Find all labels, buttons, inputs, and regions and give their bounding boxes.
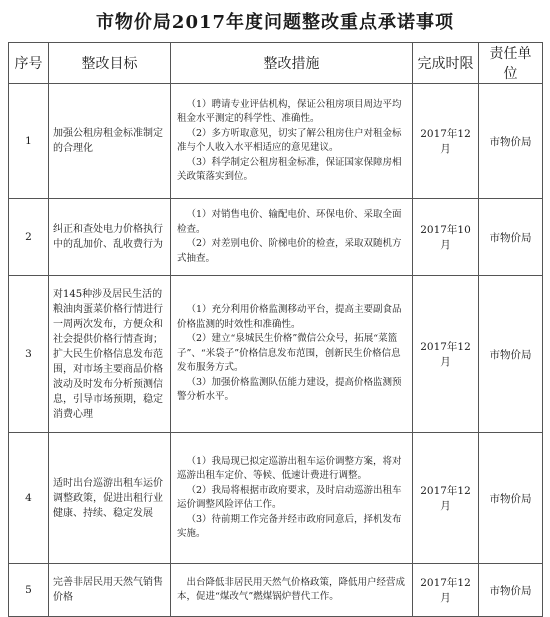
row-steps <box>171 84 413 199</box>
step-item: （1）聘请专业评估机构，保证公租房项目周边平均租金水平测定的科学性、准确性。 <box>177 98 402 124</box>
row-deadline: 2017年12月 <box>413 433 479 564</box>
step-item: （2）对差别电价、阶梯电价的检查，采取双随机方式抽查。 <box>177 238 402 264</box>
row-steps <box>171 433 413 564</box>
header-unit: 责任单位 <box>479 43 543 84</box>
step-item: （1）充分利用价格监测移动平台，提高主要副食品价格监测的时效性和准确性。 <box>177 304 402 330</box>
row-unit: 市物价局 <box>479 199 543 276</box>
step-item: （3）加强价格监测队伍能力建设，提高价格监测预警分析水平。 <box>177 376 402 403</box>
row-deadline: 2017年12月 <box>413 84 479 199</box>
row-steps <box>171 276 413 433</box>
step-item: （2）我局将根据市政府要求，及时启动巡游出租车运价调整风险评估工作。 <box>177 484 402 510</box>
step-item: （1）对销售电价、输配电价、环保电价、采取全面检查。 <box>177 209 402 235</box>
commitments-table <box>8 42 543 617</box>
row-number: 4 <box>9 433 49 564</box>
row-number: 5 <box>9 564 49 617</box>
row-unit: 市物价局 <box>479 276 543 433</box>
row-goal: 适时出台巡游出租车运价调整政策，促进出租行业健康、持续、稳定发展 <box>49 433 171 564</box>
row-number: 2 <box>9 199 49 276</box>
row-deadline: 2017年12月 <box>413 276 479 433</box>
header-goal: 整改目标 <box>49 43 171 84</box>
row-unit: 市物价局 <box>479 564 543 617</box>
table-row <box>9 564 543 617</box>
row-goal: 完善非居民用天然气销售价格 <box>49 564 171 617</box>
step-item: （3）待前期工作完备并经市政府同意后，择机发布实施。 <box>177 513 402 539</box>
row-number: 1 <box>9 84 49 199</box>
row-deadline: 2017年10月 <box>413 199 479 276</box>
row-unit: 市物价局 <box>479 84 543 199</box>
step-item: 出台降低非居民用天然气价格政策，降低用户经营成本，促进“煤改气”燃煤锅炉替代工作。 <box>177 576 406 602</box>
table-row <box>9 199 543 276</box>
row-number: 3 <box>9 276 49 433</box>
header-deadline: 完成时限 <box>413 43 479 84</box>
table-row <box>9 433 543 564</box>
step-item: （2）建立“泉城民生价格”微信公众号，拓展“菜篮子”、“米袋子”价格信息发布范围，创新民生价格信息发布服务方式。 <box>177 333 401 374</box>
step-item: （2）多方听取意见，切实了解公租房住户对租金标准与个人收入水平相适应的意见建议。 <box>177 127 402 153</box>
row-deadline: 2017年12月 <box>413 564 479 617</box>
step-item: （3）科学制定公租房租金标准，保证国家保障房相关政策落实到位。 <box>177 156 402 182</box>
row-goal: 加强公租房租金标准制定的合理化 <box>49 84 171 199</box>
row-goal: 纠正和查处电力价格执行中的乱加价、乱收费行为 <box>49 199 171 276</box>
row-steps <box>171 199 413 276</box>
header-no: 序号 <box>9 43 49 84</box>
header-steps: 整改措施 <box>171 43 413 84</box>
row-steps <box>171 564 413 617</box>
row-unit: 市物价局 <box>479 433 543 564</box>
document-title: 市物价局2017年度问题整改重点承诺事项 <box>95 12 455 33</box>
row-goal: 对145种涉及居民生活的粮油肉蛋菜价格行情进行一周两次发布，方便众和社会提供价格行情查询；扩大民生价格信息发布范围，对市场主要商品价格波动及时发布分析预测信息，引导市场预期，稳定消费心理 <box>49 276 171 433</box>
table-header-row <box>9 43 543 84</box>
table-row <box>9 276 543 433</box>
step-item: （1）我局现已拟定巡游出租车运价调整方案，将对巡游出租车定价、等候、低速计费进行调整。 <box>177 455 402 481</box>
table-row <box>9 84 543 199</box>
